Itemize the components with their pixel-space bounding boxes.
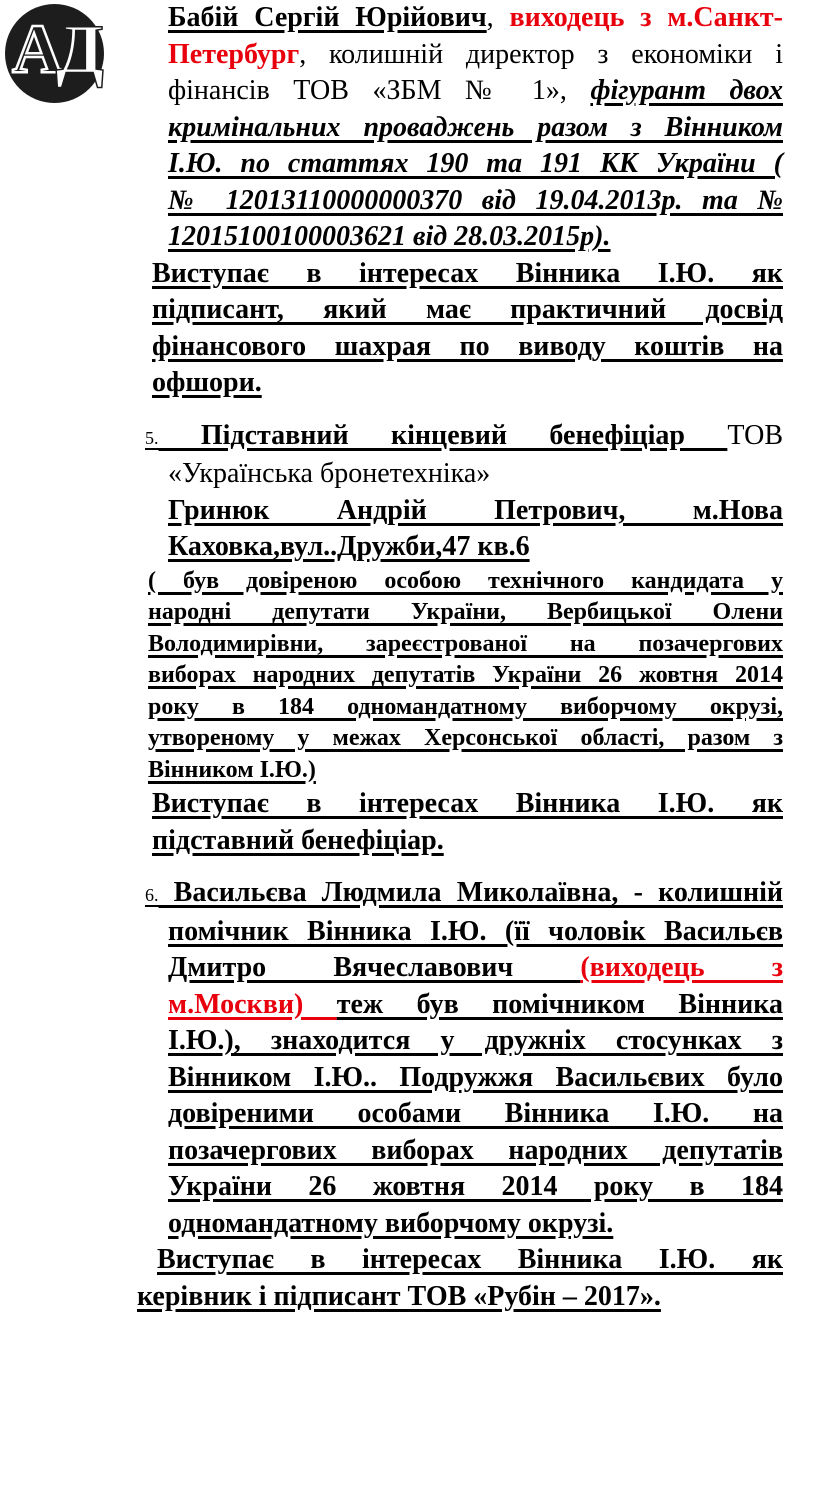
text-run: ТОВ [727, 419, 783, 451]
text-line [168, 1060, 783, 1097]
text-run: Гринюк Андрій Петрович, м.Нова [168, 494, 783, 526]
red-text-run: Петербург [168, 38, 300, 70]
text-run: Дмитро Вячеславович [168, 952, 581, 983]
text-line [157, 1242, 783, 1279]
text-line [145, 875, 783, 914]
text-run: помічник Вінника І.Ю. (її чоловік Васильєв [168, 915, 783, 947]
text-run: року в 184 одномандатному виборчому окрузі, [148, 693, 783, 720]
text-run: керівник і підписант ТОВ «Рубін – 2017». [137, 1280, 661, 1312]
text-line [168, 73, 783, 110]
text-run: Виступає в інтересах Вінника І.Ю. як [152, 257, 783, 289]
text-run: фінансового шахрая по виводу коштів на [152, 330, 783, 362]
text-line [168, 146, 783, 183]
paragraph-item6-vasylyeva [137, 875, 783, 1242]
text-run: кримінальних проваджень разом з Вінником [168, 111, 783, 143]
text-line [168, 914, 783, 951]
text-line [148, 629, 783, 661]
ad-logo-letters [12, 11, 97, 88]
text-run: позачергових виборах народних депутатів [168, 1134, 783, 1166]
text-line [152, 365, 783, 402]
text-line [168, 456, 783, 493]
text-line [168, 493, 783, 530]
paragraph-hrynyuk [137, 493, 783, 566]
text-line [168, 950, 783, 987]
text-line [148, 566, 783, 598]
text-run: довіреними особами Вінника І.Ю. на [168, 1098, 783, 1129]
text-line [168, 1096, 783, 1133]
red-text-run: (виходець з [580, 952, 783, 983]
paragraph-trusted-person-note [137, 566, 783, 787]
text-run: утвореному у межах Херсонської області, разом з [148, 725, 783, 751]
text-run: одномандатному виборчому окрузі. [168, 1207, 614, 1239]
text-line [145, 418, 783, 457]
text-run: «Українська бронетехніка» [168, 458, 491, 489]
text-run: офшори. [152, 367, 262, 398]
text-run: № 12013110000000370 від 19.04.2013р. та № [168, 184, 783, 216]
red-text-run: м.Москви) [168, 988, 337, 1020]
text-run: підписант, який має практичний досвід [152, 294, 783, 325]
text-run: Васильєва Людмила Миколаївна, - колишній [158, 877, 783, 908]
text-run: Вінником І.Ю.) [148, 756, 316, 783]
text-run: Бабій Сергій Юрійович [168, 2, 487, 33]
text-line [168, 1169, 783, 1206]
text-line [168, 1206, 783, 1243]
text-run: Володимирівни, зареєстрованої на позачергових [148, 630, 783, 657]
text-line [152, 329, 783, 366]
paragraph-vystupaye-kerivnyk [137, 1242, 783, 1315]
text-line [168, 110, 783, 147]
document-content [137, 0, 783, 1315]
text-run: народні депутати України, Вербицької Олени [148, 599, 783, 625]
text-run: теж був помічником Вінника [336, 988, 783, 1020]
text-run: , колишній директор з економіки і [299, 38, 783, 70]
text-line [152, 786, 783, 823]
paragraph-vystupaye-pidpysant [137, 256, 783, 402]
text-run: фінансів ТОВ «ЗБМ № 1», [168, 75, 591, 106]
text-run: І.Ю.), знаходится у дружніх стосунках з [168, 1025, 783, 1056]
text-line [137, 1279, 783, 1316]
text-run: фігурант двох [590, 75, 784, 106]
text-line [168, 1133, 783, 1170]
text-run: Підставний кінцевий бенефіціар [158, 419, 728, 451]
text-line [152, 256, 783, 293]
text-run: України 26 жовтня 2014 року в 184 [168, 1171, 783, 1202]
text-line [168, 0, 783, 37]
text-line [148, 692, 783, 724]
text-line [168, 987, 783, 1024]
paragraph-babiy-intro [137, 0, 783, 256]
text-run: Виступає в інтересах Вінника І.Ю. як [152, 788, 783, 819]
red-text-run: виходець з м.Санкт- [509, 2, 783, 33]
logo-letter-d: Д [55, 11, 97, 88]
text-line [168, 1023, 783, 1060]
text-line [152, 292, 783, 329]
text-line [168, 219, 783, 256]
list-number: 5. [145, 427, 159, 448]
text-line [148, 723, 783, 755]
text-line [168, 529, 783, 566]
list-number: 6. [145, 885, 159, 905]
text-run: І.Ю. по статтях 190 та 191 КК України ( [168, 148, 783, 179]
paragraph-vystupaye-beneficiar [137, 786, 783, 859]
text-line [148, 755, 783, 787]
text-run: Вінником І.Ю.. Подружжя Васильєвих було [168, 1061, 783, 1093]
text-run: 12015100100003621 від 28.03.2015р). [168, 221, 611, 252]
text-run: ( був довіреною особою технічного кандидата у [148, 567, 783, 594]
text-run: виборах народних депутатів України 26 жовтня 2014 [148, 662, 783, 688]
text-line [148, 597, 783, 629]
text-run: Каховка,вул..Дружби,47 кв.6 [168, 531, 530, 562]
text-line [148, 660, 783, 692]
text-line [168, 183, 783, 220]
text-run: , [486, 2, 510, 33]
ad-logo [5, 4, 104, 103]
text-line [168, 37, 783, 74]
text-run: підставний бенефіціар. [152, 824, 444, 856]
text-line [152, 823, 783, 860]
logo-letter-a: А [12, 11, 56, 88]
text-run: Виступає в інтересах Вінника І.Ю. як [157, 1244, 783, 1275]
paragraph-item5-heading [137, 418, 783, 493]
